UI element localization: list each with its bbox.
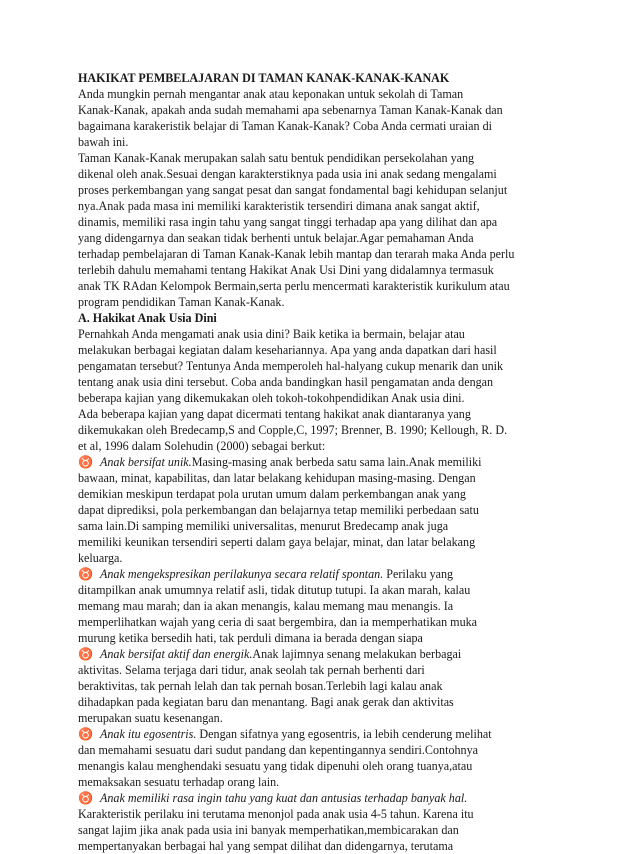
line-text: memaksakan sesuatu terhadap orang lain. — [78, 775, 280, 789]
line-text: terlebih dahulu memahami tentang Hakikat Anak Usi Dini yang didalamnya termasuk — [78, 263, 494, 277]
text-line — [78, 806, 578, 822]
bullet-item — [78, 566, 578, 582]
line-text: A. Hakikat Anak Usia Dini — [78, 311, 217, 325]
line-text: Anak lajimnya senang melakukan berbagai — [252, 647, 462, 661]
text-line — [78, 582, 578, 598]
line-text: Kanak-Kanak, apakah anda sudah memahami apa sebenarnya Taman Kanak-Kanak dan — [78, 103, 503, 117]
bullet-item — [78, 454, 578, 470]
text-line — [78, 502, 578, 518]
line-text: Taman Kanak-Kanak merupakan salah satu bentuk pendidikan persekolahan yang — [78, 151, 475, 165]
line-text: bawaan, minat, kapabilitas, dan latar belakang kehidupan masing-masing. Dengan — [78, 471, 476, 485]
text-line — [78, 198, 578, 214]
line-text: terhadap pembelajaran di Taman Kanak-Kanak lebih mantap dan terarah maka Anda perlu — [78, 247, 515, 261]
line-text: dihadapkan pada kegiatan baru dan menantang. Bagi anak gerak dan aktivitas — [78, 695, 454, 709]
taurus-bullet-icon: ♉ — [78, 647, 94, 661]
text-line — [78, 486, 578, 502]
bullet-lead-italic: Anak memiliki rasa ingin tahu yang kuat dan antusias terhadap banyak hal. — [100, 791, 468, 805]
text-line — [78, 262, 578, 278]
text-line — [78, 294, 578, 310]
line-text: memiliki keunikan tersendiri seperti dalam gaya belajar, minat, dan latar belakang — [78, 535, 476, 549]
bullet-lead-italic: Anak bersifat unik. — [100, 455, 192, 469]
bullet-item — [78, 726, 578, 742]
line-text: ditampilkan anak umumnya relatif asli, tidak ditutup tutupi. Ia akan marah, kalau — [78, 583, 471, 597]
text-line — [78, 550, 578, 566]
line-text: nya.Anak pada masa ini memiliki karakteristik tersendiri dimana anak sangat aktif, — [78, 199, 480, 213]
line-text: memperlihatkan wajah yang ceria di saat bergembira, dan ia memperhatikan muka — [78, 615, 478, 629]
line-text: sama lain.Di samping memiliki universalitas, menurut Bredecamp anak juga — [78, 519, 449, 533]
text-line — [78, 118, 578, 134]
text-line — [78, 614, 578, 630]
text-line — [78, 518, 578, 534]
line-text: proses perkembangan yang sangat pesat dan sangat fondamental bagi kehidupan selanjut — [78, 183, 508, 197]
text-line — [78, 438, 578, 454]
text-line — [78, 838, 578, 854]
line-text: beberapa kajian yang dikemukakan oleh tokoh-tokohpendidikan Anak usia dini. — [78, 391, 465, 405]
text-line — [78, 182, 578, 198]
line-text: demikian meskipun terdapat pola urutan umum dalam perkembangan anak yang — [78, 487, 466, 501]
text-line — [78, 246, 578, 262]
line-text: dan memahami sesuatu dari sudut pandang dan kepentingannya sendiri.Contohnya — [78, 743, 479, 757]
line-text: pengamatan tersebut? Tentunya Anda memperoleh hal-halyang cukup menarik dan unik — [78, 359, 504, 373]
line-text: Karakteristik perilaku ini terutama menonjol pada anak usia 4-5 tahun. Karena itu — [78, 807, 474, 821]
text-line — [78, 134, 578, 150]
bullet-lead-italic: Anak bersifat aktif dan energik. — [100, 647, 253, 661]
document-title — [78, 70, 578, 86]
bullet-lead-italic: Anak itu egosentris. — [100, 727, 197, 741]
text-line — [78, 694, 578, 710]
line-text: program pendidikan Taman Kanak-Kanak. — [78, 295, 285, 309]
line-text: dikemukakan oleh Bredecamp,S and Copple,C, 1997; Brenner, B. 1990; Kellough, R. D. — [78, 423, 508, 437]
text-line — [78, 166, 578, 182]
line-text: aktivitas. Selama terjaga dari tidur, anak seolah tak pernah berhenti dari — [78, 663, 425, 677]
line-text: HAKIKAT PEMBELAJARAN DI TAMAN KANAK-KANAK-KANAK — [78, 71, 450, 85]
line-text: dikenal oleh anak.Sesuai dengan karakterstiknya pada usia ini anak sedang mengalami — [78, 167, 497, 181]
text-line — [78, 278, 578, 294]
text-line — [78, 406, 578, 422]
line-text: Pernahkah Anda mengamati anak usia dini? Baik ketika ia bermain, belajar atau — [78, 327, 465, 341]
document-page — [78, 70, 578, 854]
line-text: Dengan sifatnya yang egosentris, ia lebih cenderung melihat — [196, 727, 492, 741]
line-text: Ada beberapa kajian yang dapat dicermati tentang hakikat anak diantaranya yang — [78, 407, 471, 421]
text-line — [78, 374, 578, 390]
text-line — [78, 662, 578, 678]
line-text: Masing-masing anak berbeda satu sama lain.Anak memiliki — [191, 455, 482, 469]
text-line — [78, 230, 578, 246]
text-line — [78, 774, 578, 790]
text-line — [78, 470, 578, 486]
taurus-bullet-icon: ♉ — [78, 455, 94, 469]
line-text: beraktivitas, tak pernah lelah dan tak pernah bosan.Terlebih lagi kalau anak — [78, 679, 443, 693]
line-text: murung ketika bersedih hati, tak perduli dimana ia berada dengan siapa — [78, 631, 423, 645]
text-line — [78, 150, 578, 166]
text-line — [78, 630, 578, 646]
text-line — [78, 822, 578, 838]
bullet-item — [78, 790, 578, 806]
text-line — [78, 342, 578, 358]
text-line — [78, 214, 578, 230]
line-text: tentang anak usia dini tersebut. Coba anda bandingkan hasil pengamatan anda dengan — [78, 375, 494, 389]
line-text: dapat diprediksi, pola perkembangan dan belajarnya tetap memiliki perbedaan satu — [78, 503, 479, 517]
line-text: anak TK RAdan Kelompok Bermain,serta perlu mencermati karakteristik kurikulum atau — [78, 279, 510, 293]
line-text: yang didengarnya dan seakan tidak berhenti untuk belajar.Agar pemahaman Anda — [78, 231, 474, 245]
text-line — [78, 102, 578, 118]
line-text: bawah ini. — [78, 135, 129, 149]
text-line — [78, 534, 578, 550]
line-text: sangat lajim jika anak pada usia ini banyak memperhatikan,membicarakan dan — [78, 823, 459, 837]
line-text: dinamis, memiliki rasa ingin tahu yang sangat tinggi terhadap apa yang dilihat dan apa — [78, 215, 498, 229]
text-line — [78, 710, 578, 726]
line-text: Anda mungkin pernah mengantar anak atau keponakan untuk sekolah di Taman — [78, 87, 464, 101]
section-heading — [78, 310, 578, 326]
bullet-item — [78, 646, 578, 662]
text-line — [78, 326, 578, 342]
text-line — [78, 758, 578, 774]
text-line — [78, 358, 578, 374]
line-text: menangis kalau menghendaki sesuatu yang tidak dipenuhi oleh orang tuanya,atau — [78, 759, 473, 773]
line-text: mempertanyakan berbagai hal yang sempat dilihat dan didengarnya, terutama — [78, 839, 454, 853]
text-line — [78, 422, 578, 438]
text-line — [78, 390, 578, 406]
text-line — [78, 742, 578, 758]
taurus-bullet-icon: ♉ — [78, 791, 94, 805]
taurus-bullet-icon: ♉ — [78, 727, 94, 741]
line-text: keluarga. — [78, 551, 123, 565]
bullet-lead-italic: Anak mengekspresikan perilakunya secara relatif spontan. — [100, 567, 384, 581]
line-text: melakukan berbagai kegiatan dalam kesehariannya. Apa yang anda dapatkan dari hasil — [78, 343, 497, 357]
line-text: Perilaku yang — [383, 567, 454, 581]
line-text: et al, 1996 dalam Solehudin (2000) sebagai berkut: — [78, 439, 326, 453]
text-line — [78, 86, 578, 102]
line-text: merupakan suatu kesenangan. — [78, 711, 223, 725]
text-line — [78, 598, 578, 614]
taurus-bullet-icon: ♉ — [78, 567, 94, 581]
text-line — [78, 678, 578, 694]
line-text: bagaimana karakeristik belajar di Taman Kanak-Kanak? Coba Anda cermati uraian di — [78, 119, 492, 133]
line-text: memang mau marah; dan ia akan menangis, kalau memang mau menangis. Ia — [78, 599, 454, 613]
